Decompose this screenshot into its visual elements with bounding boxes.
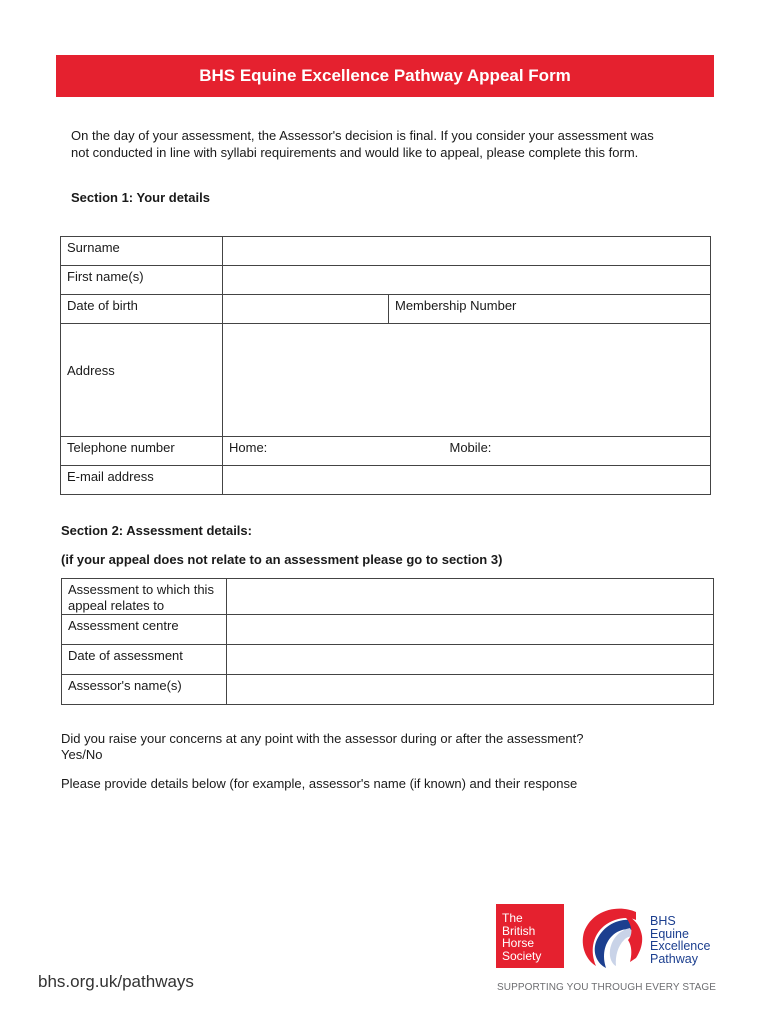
mobile-label: Mobile:	[449, 440, 492, 455]
assessment-field[interactable]	[227, 579, 714, 615]
yes-no-option[interactable]: Yes/No	[61, 747, 103, 762]
logo-text-the: The	[502, 911, 523, 925]
surname-field[interactable]	[223, 237, 711, 266]
address-label: Address	[61, 324, 223, 437]
address-field[interactable]	[223, 324, 711, 437]
home-label: Home:	[229, 440, 268, 455]
pathway-text-excellence: Excellence	[650, 939, 711, 953]
email-label: E-mail address	[61, 466, 223, 495]
first-names-field[interactable]	[223, 266, 711, 295]
dob-field[interactable]	[223, 295, 389, 324]
assessment-label: Assessment to which this appeal relates to	[62, 579, 227, 615]
footer-tagline: SUPPORTING YOU THROUGH EVERY STAGE	[497, 982, 717, 993]
dob-label: Date of birth	[61, 295, 223, 324]
pathway-text-pathway: Pathway	[650, 951, 698, 966]
section2-note: (if your appeal does not relate to an assessment please go to section 3)	[61, 552, 503, 567]
assessors-label: Assessor's name(s)	[62, 675, 227, 705]
section1-heading: Section 1: Your details	[71, 190, 210, 205]
form-title-banner	[56, 55, 714, 97]
telephone-field[interactable]	[223, 437, 711, 466]
membership-number-field[interactable]: Membership Number	[389, 295, 711, 324]
horse-head-icon	[578, 902, 648, 970]
pathway-logo-text	[650, 915, 710, 965]
bhs-logo	[496, 904, 564, 968]
surname-label: Surname	[61, 237, 223, 266]
assessment-date-label: Date of assessment	[62, 645, 227, 675]
email-field[interactable]	[223, 466, 711, 495]
assessors-field[interactable]	[227, 675, 714, 705]
intro-text: On the day of your assessment, the Assessor's decision is final. If you consider your assessment was not conducted in line with syllabi requirements and would like to appeal, please complete this form.	[71, 128, 654, 160]
footer-url[interactable]: bhs.org.uk/pathways	[38, 972, 194, 991]
first-names-label: First name(s)	[61, 266, 223, 295]
form-title: BHS Equine Excellence Pathway Appeal Form	[199, 66, 571, 85]
logo-text-horse: Horse	[502, 936, 535, 950]
centre-label: Assessment centre	[62, 615, 227, 645]
pathway-text-equine: Equine	[650, 926, 689, 941]
pathway-text-bhs: BHS	[650, 914, 676, 928]
logo-text-society: Society	[502, 948, 542, 963]
logo-text-british: British	[502, 923, 536, 938]
assessment-date-field[interactable]	[227, 645, 714, 675]
centre-field[interactable]	[227, 615, 714, 645]
details-instruction: Please provide details below (for example, assessor's name (if known) and their response	[61, 776, 578, 791]
section2-heading: Section 2: Assessment details:	[61, 523, 252, 538]
telephone-label: Telephone number	[61, 437, 223, 466]
personal-details-table	[60, 236, 711, 495]
concerns-question: Did you raise your concerns at any point with the assessor during or after the assessment?	[61, 731, 584, 746]
assessment-details-table	[61, 578, 714, 705]
